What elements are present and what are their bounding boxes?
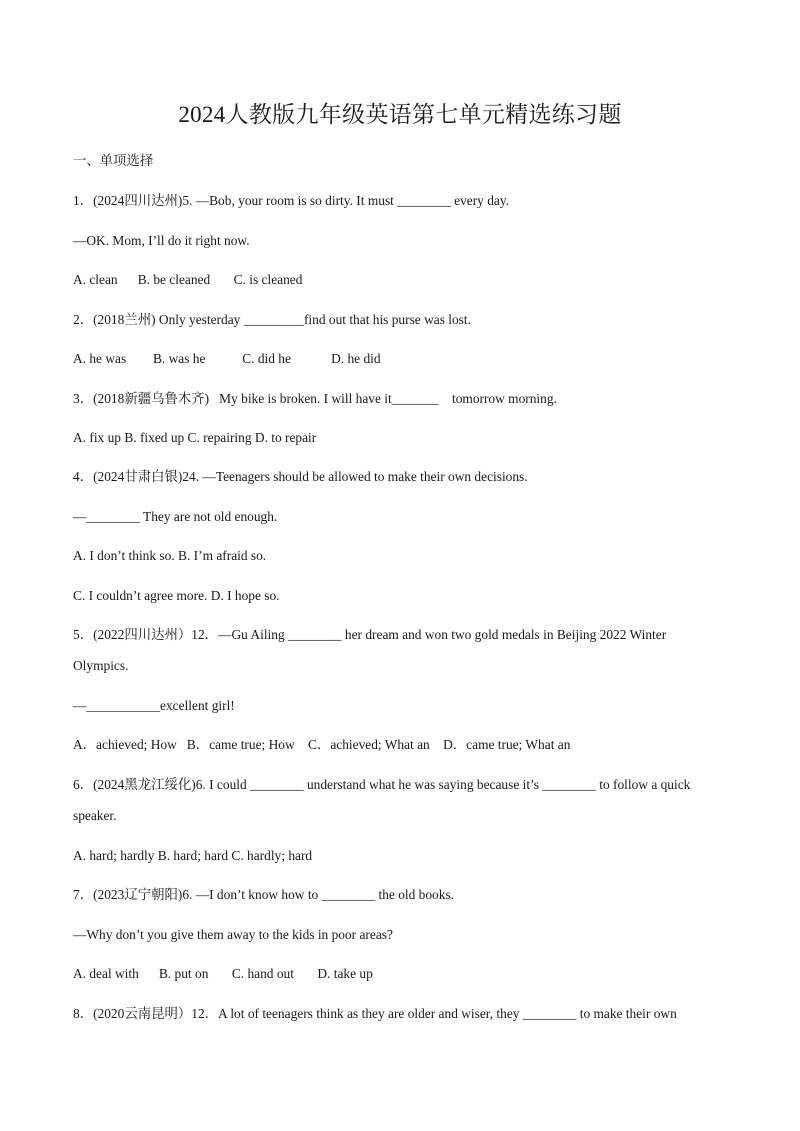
question-3-options: A. fix up B. fixed up C. repairing D. to repair bbox=[73, 430, 317, 445]
question-4-dialogue: —________ They are not old enough. bbox=[73, 509, 278, 524]
question-7-options: A. deal with B. put on C. hand out D. take up bbox=[73, 966, 373, 981]
question-5-stem: 5．(2022四川达州）12．—Gu Ailing ________ her dream and won two gold medals in Beijing 2022 Winter bbox=[73, 627, 667, 642]
question-7-stem: 7．(2023辽宁朝阳)6. —I don’t know how to ________ the old books. bbox=[73, 887, 454, 902]
question-2-options: A. he was B. was he C. did he D. he did bbox=[73, 351, 381, 366]
question-5-options: A．achieved; How B．came true; How C．achieved; What an D．came true; What an bbox=[73, 737, 571, 752]
question-1-stem: 1．(2024四川达州)5. —Bob, your room is so dirty. It must ________ every day. bbox=[73, 193, 510, 208]
question-8-stem: 8．(2020云南昆明）12．A lot of teenagers think as they are older and wiser, they ________ to make their own bbox=[73, 1006, 677, 1021]
question-2-stem: 2．(2018兰州) Only yesterday _________find out that his purse was lost. bbox=[73, 312, 471, 327]
question-1-dialogue: —OK. Mom, I’ll do it right now. bbox=[73, 233, 250, 248]
question-6-stem: 6．(2024黑龙江绥化)6. I could ________ understand what he was saying because it’s ________ to follow a quick bbox=[73, 777, 691, 792]
question-7-dialogue: —Why don’t you give them away to the kids in poor areas? bbox=[73, 927, 393, 942]
question-5-dialogue: —___________excellent girl! bbox=[73, 698, 235, 713]
question-4-options-a: A. I don’t think so. B. I’m afraid so. bbox=[73, 548, 267, 563]
question-4-stem: 4．(2024甘肃白银)24. —Teenagers should be allowed to make their own decisions. bbox=[73, 469, 528, 484]
question-1-options: A. clean B. be cleaned C. is cleaned bbox=[73, 272, 303, 287]
question-6-stem-cont: speaker. bbox=[73, 808, 117, 823]
question-5-stem-cont: Olympics. bbox=[73, 658, 129, 673]
document-title: 2024人教版九年级英语第七单元精选练习题 bbox=[178, 102, 622, 127]
question-3-stem: 3．(2018新疆乌鲁木齐) My bike is broken. I will have it_______ tomorrow morning. bbox=[73, 391, 557, 406]
question-6-options: A. hard; hardly B. hard; hard C. hardly; hard bbox=[73, 848, 313, 863]
section-heading: 一、单项选择 bbox=[73, 153, 154, 168]
question-4-options-b: C. I couldn’t agree more. D. I hope so. bbox=[73, 588, 280, 603]
